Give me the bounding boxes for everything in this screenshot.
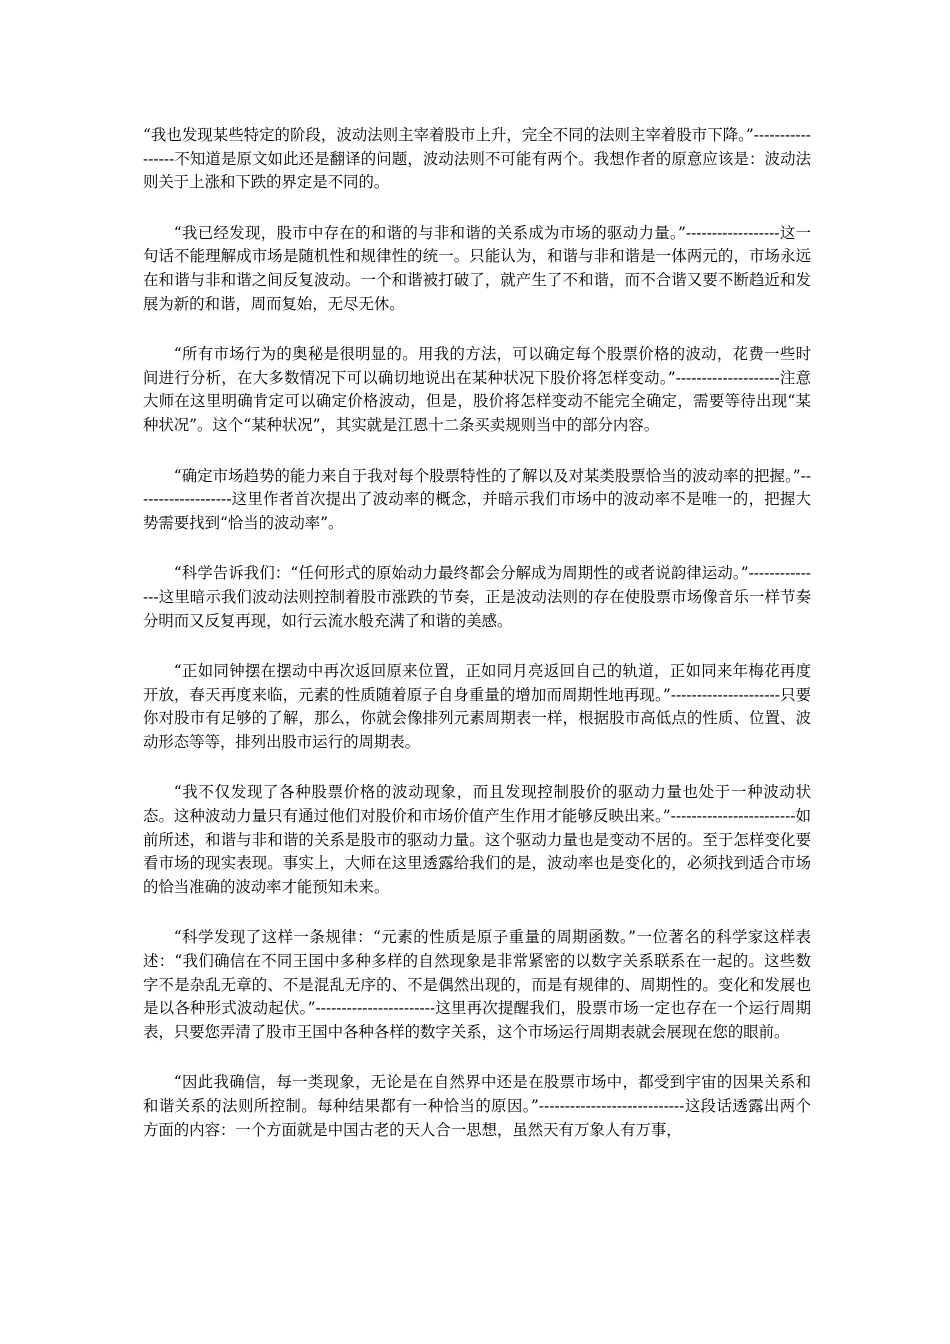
paragraph-5: “科学告诉我们：“任何形式的原始动力最终都会分解成为周期性的或者说韵律运动。”---------------这里暗示我们波动法则控制着股市涨跌的节奏，正是波动法则的存在使股票市场像音乐一样节奏分明而又反复再现，如行云流水般充满了和谐的美感。 (143, 564, 811, 630)
paragraph-2: “我已经发现，股市中存在的和谐的与非和谐的关系成为市场的驱动力量。”------------------这一句话不能理解成市场是随机性和规律性的统一。只能认为，和谐与非和谐是一体两元的，市场永远在和谐与非和谐之间反复波动。一个和谐被打破了，就产生了不和谐，而不合谐又要不断趋近和发展为新的和谐，周而复始，无尽无休。 (143, 223, 811, 313)
paragraph-8: “科学发现了这样一条规律：“元素的性质是原子重量的周期函数。”一位著名的科学家这样表述：“我们确信在不同王国中多种多样的自然现象是非常紧密的以数字关系联系在一起的。这些数字不是杂乱无章的、不是混乱无序的、不是偶然出现的，而是有规律的、周期性的。变化和发展也是以各种形式波动起伏。”-----------------------这里再次提醒我们，股票市场一定也存在一个运行周期表，只要您弄清了股市王国中各种各样的数字关系，这个市场运行周期表就会展现在您的眼前。 (143, 928, 811, 1041)
paragraph-1: “我也发现某些特定的阶段，波动法则主宰着股市上升，完全不同的法则主宰着股市下降。”-----------------不知道是原文如此还是翻译的问题，波动法则不可能有两个。我想作者的原意应该是：波动法则关于上涨和下跌的界定是不同的。 (143, 126, 811, 192)
paragraph-7: “我不仅发现了各种股票价格的波动现象，而且发现控制股价的驱动力量也处于一种波动状态。这种波动力量只有通过他们对股价和市场价值产生作用才能够反映出来。”------------------------如前所述，和谐与非和谐的关系是股市的驱动力量。这个驱动力量也是变动不居的。至于怎样变化要看市场的现实表现。事实上，大师在这里透露给我们的是，波动率也是变化的，必须找到适合市场的恰当准确的波动率才能预知未来。 (143, 783, 811, 896)
paragraph-9: “因此我确信，每一类现象，无论是在自然界中还是在股票市场中，都受到宇宙的因果关系和和谐关系的法则所控制。每种结果都有一种恰当的原因。”----------------------------这段话透露出两个方面的内容：一个方面就是中国古老的天人合一思想，虽然天有万象人有万事， (143, 1073, 811, 1139)
paragraph-6: “正如同钟摆在摆动中再次返回原来位置，正如同月亮返回自己的轨道，正如同来年梅花再度开放，春天再度来临，元素的性质随着原子自身重量的增加而周期性地再现。”---------------------只要你对股市有足够的了解，那么，你就会像排列元素周期表一样，根据股市高低点的性质、位置、波动形态等等，排列出股市运行的周期表。 (143, 662, 811, 751)
paragraph-3: “所有市场行为的奥秘是很明显的。用我的方法，可以确定每个股票价格的波动，花费一些时间进行分析，在大多数情况下可以确切地说出在某种状况下股价将怎样变动。”--------------------注意大师在这里明确肯定可以确定价格波动，但是，股价将怎样变动不能完全确定，需要等待出现“某种状况”。这个“某种状况”，其实就是江恩十二条买卖规则当中的部分内容。 (143, 345, 811, 434)
document-page (143, 124, 811, 1169)
paragraph-4: “确定市场趋势的能力来自于我对每个股票特性的了解以及对某类股票恰当的波动率的把握。”-------------------这里作者首次提出了波动率的概念，并暗示我们市场中的波动率不是唯一的，把握大势需要找到“恰当的波动率”。 (143, 466, 811, 532)
